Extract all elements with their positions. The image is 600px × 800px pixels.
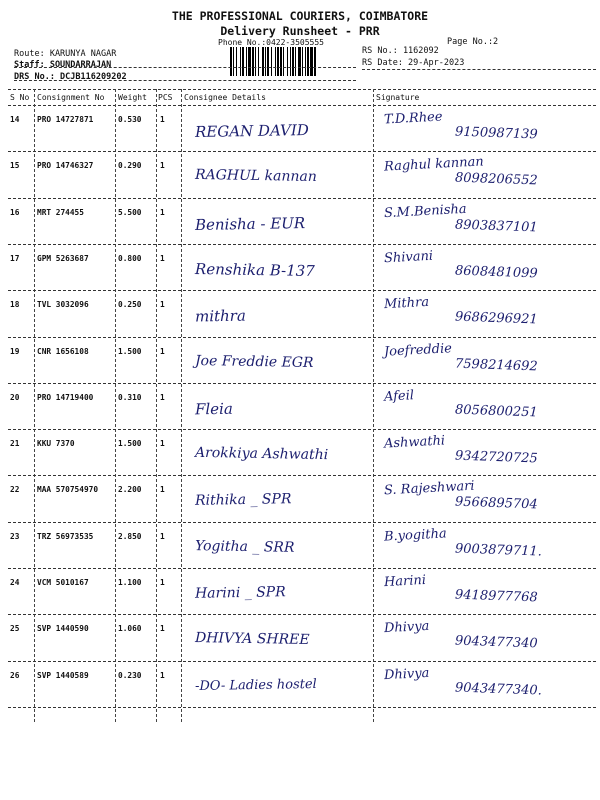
col-divider xyxy=(115,89,116,722)
row-phone: 7598214692 xyxy=(454,356,538,374)
row-consignee-handwriting: mithra xyxy=(194,306,246,326)
row-phone: 8056800251 xyxy=(454,402,538,421)
row-signature: Afeil xyxy=(383,388,415,405)
row-weight: 1.060 xyxy=(118,624,142,634)
row-weight: 0.290 xyxy=(118,161,142,171)
row-weight: 0.800 xyxy=(118,253,142,263)
row-divider xyxy=(8,614,596,615)
row-divider xyxy=(8,198,596,199)
row-phone: 8098206552 xyxy=(454,170,538,189)
row-consignment-no: MAA 570754970 xyxy=(37,485,99,495)
row-phone: 8903837101 xyxy=(454,217,538,236)
row-consignee-handwriting: Rithika _ SPR xyxy=(194,491,292,510)
row-phone: 9686296921 xyxy=(454,309,538,328)
row-signature: T.D.Rhee xyxy=(383,109,443,128)
row-divider xyxy=(8,475,596,476)
row-sno: 26 xyxy=(10,670,20,680)
page-number: Page No.:2 xyxy=(447,37,499,47)
row-pcs: 1 xyxy=(160,392,165,402)
row-weight: 1.500 xyxy=(118,346,142,356)
row-signature: Dhivya xyxy=(383,665,430,683)
row-consignee-handwriting: Joe Freddie EGR xyxy=(194,352,314,371)
row-consignment-no: VCM 5010167 xyxy=(37,578,89,587)
row-phone: 9003879711. xyxy=(454,541,543,560)
row-signature: Dhivya xyxy=(383,619,430,637)
row-consignee-handwriting: -DO- Ladies hostel xyxy=(194,676,317,694)
row-pcs: 1 xyxy=(160,300,165,310)
row-sno: 18 xyxy=(10,300,20,310)
row-weight: 0.250 xyxy=(118,300,142,310)
row-consignee-handwriting: RAGHUL kannan xyxy=(194,167,317,186)
rs-date: RS Date: 29-Apr-2023 xyxy=(362,58,465,68)
col-header-pcs: PCS xyxy=(158,93,173,102)
row-consignee-handwriting: DHIVYA SHREE xyxy=(194,630,310,649)
row-pcs: 1 xyxy=(160,670,165,680)
row-consignment-no: KKU 7370 xyxy=(37,439,75,449)
row-pcs: 1 xyxy=(160,346,165,356)
row-signature: Shivani xyxy=(383,248,434,267)
row-signature: Joefreddie xyxy=(383,340,453,360)
row-signature: S. Rajeshwari xyxy=(383,479,475,499)
row-pcs: 1 xyxy=(160,207,165,217)
col-header-weight: Weight xyxy=(118,93,147,102)
row-phone: 8608481099 xyxy=(454,263,538,282)
row-sno: 22 xyxy=(10,485,20,495)
route-label: Route: KARUNYA NAGAR xyxy=(14,49,117,59)
row-signature: B.yogitha xyxy=(383,526,448,545)
row-consignee-handwriting: Harini _ SPR xyxy=(194,584,286,602)
header-mid-rule xyxy=(14,80,356,81)
row-weight: 0.530 xyxy=(118,115,142,124)
row-pcs: 1 xyxy=(160,115,165,124)
row-phone: 9043477340 xyxy=(454,633,538,652)
sheet-title: Delivery Runsheet - PRR xyxy=(220,24,380,38)
row-signature: Ashwathi xyxy=(383,433,446,452)
row-phone: 9566895704 xyxy=(454,494,538,513)
col-divider xyxy=(156,89,157,722)
row-sno: 25 xyxy=(10,624,20,634)
col-divider xyxy=(34,89,35,722)
row-pcs: 1 xyxy=(160,253,165,263)
row-weight: 0.310 xyxy=(118,392,142,402)
col-header-sno: S No xyxy=(10,93,30,102)
row-phone: 9150987139 xyxy=(454,124,538,143)
row-consignment-no: MRT 274455 xyxy=(37,207,84,217)
row-pcs: 1 xyxy=(160,578,165,587)
row-sno: 15 xyxy=(10,161,20,171)
row-divider xyxy=(8,661,596,662)
col-divider xyxy=(181,89,182,722)
header-bottom-rule xyxy=(8,105,596,106)
row-consignee-handwriting: Arokkiya Ashwathi xyxy=(194,444,329,464)
row-phone: 9342720725 xyxy=(454,448,538,467)
row-sno: 21 xyxy=(10,439,20,449)
row-consignment-no: TVL 3032096 xyxy=(37,300,89,310)
row-divider xyxy=(8,383,596,384)
staff-label: Staff: SOUNDARRAJAN xyxy=(14,60,112,70)
row-pcs: 1 xyxy=(160,531,165,541)
row-signature: Raghul kannan xyxy=(383,154,485,175)
row-divider xyxy=(8,151,596,152)
row-divider xyxy=(8,244,596,245)
row-signature: S.M.Benisha xyxy=(383,201,467,221)
row-consignee-handwriting: REGAN DAVID xyxy=(194,121,310,141)
company-title: THE PROFESSIONAL COURIERS, COIMBATORE xyxy=(171,9,429,23)
row-sno: 20 xyxy=(10,392,20,402)
row-divider xyxy=(8,707,596,708)
row-consignment-no: GPM 5263687 xyxy=(37,253,89,263)
row-weight: 0.230 xyxy=(118,670,142,680)
row-consignment-no: TRZ 56973535 xyxy=(37,531,94,541)
row-signature: Mithra xyxy=(383,295,430,313)
row-pcs: 1 xyxy=(160,485,165,495)
row-pcs: 1 xyxy=(160,439,165,449)
row-consignee-handwriting: Fleia xyxy=(194,399,233,419)
row-sno: 14 xyxy=(10,115,20,124)
row-divider xyxy=(8,522,596,523)
col-divider xyxy=(373,89,374,722)
row-weight: 2.850 xyxy=(118,531,142,541)
row-sno: 19 xyxy=(10,346,20,356)
row-pcs: 1 xyxy=(160,161,165,171)
col-header-signature: Signature xyxy=(376,93,420,102)
row-consignment-no: CNR 1656108 xyxy=(37,346,89,356)
row-consignment-no: SVP 1440589 xyxy=(37,670,89,680)
phone-number: Phone No.:0422-3505555 xyxy=(218,38,324,47)
row-sno: 24 xyxy=(10,578,20,587)
row-weight: 1.500 xyxy=(118,439,142,449)
row-consignment-no: PRO 14727871 xyxy=(37,115,94,124)
row-weight: 5.500 xyxy=(118,207,142,217)
row-consignment-no: SVP 1440590 xyxy=(37,624,89,634)
barcode xyxy=(230,47,354,76)
col-header-consignee: Consignee Details xyxy=(184,93,266,102)
row-consignee-handwriting: Benisha - EUR xyxy=(194,213,306,234)
row-signature: Harini xyxy=(383,572,427,591)
row-weight: 2.200 xyxy=(118,485,142,495)
rs-number: RS No.: 1162092 xyxy=(362,46,439,56)
row-phone: 9418977768 xyxy=(454,587,538,606)
row-sno: 23 xyxy=(10,531,20,541)
row-consignee-handwriting: Yogitha _ SRR xyxy=(194,537,295,556)
row-divider xyxy=(8,290,596,291)
row-sno: 16 xyxy=(10,207,20,217)
row-consignment-no: PRO 14746327 xyxy=(37,161,94,171)
table-top-rule xyxy=(8,89,596,90)
row-divider xyxy=(8,429,596,430)
row-sno: 17 xyxy=(10,253,20,263)
row-divider xyxy=(8,568,596,569)
row-weight: 1.100 xyxy=(118,578,142,587)
row-consignee-handwriting: Renshika B-137 xyxy=(194,259,315,280)
row-divider xyxy=(8,337,596,338)
drs-number: DRS No.: DCJB116209202 xyxy=(14,72,127,82)
header-top-rule-right xyxy=(362,69,596,70)
col-header-consignment: Consignment No xyxy=(37,93,105,102)
row-consignment-no: PRO 14719400 xyxy=(37,392,94,402)
row-phone: 9043477340. xyxy=(454,680,543,699)
header-top-rule xyxy=(14,67,356,68)
row-pcs: 1 xyxy=(160,624,165,634)
